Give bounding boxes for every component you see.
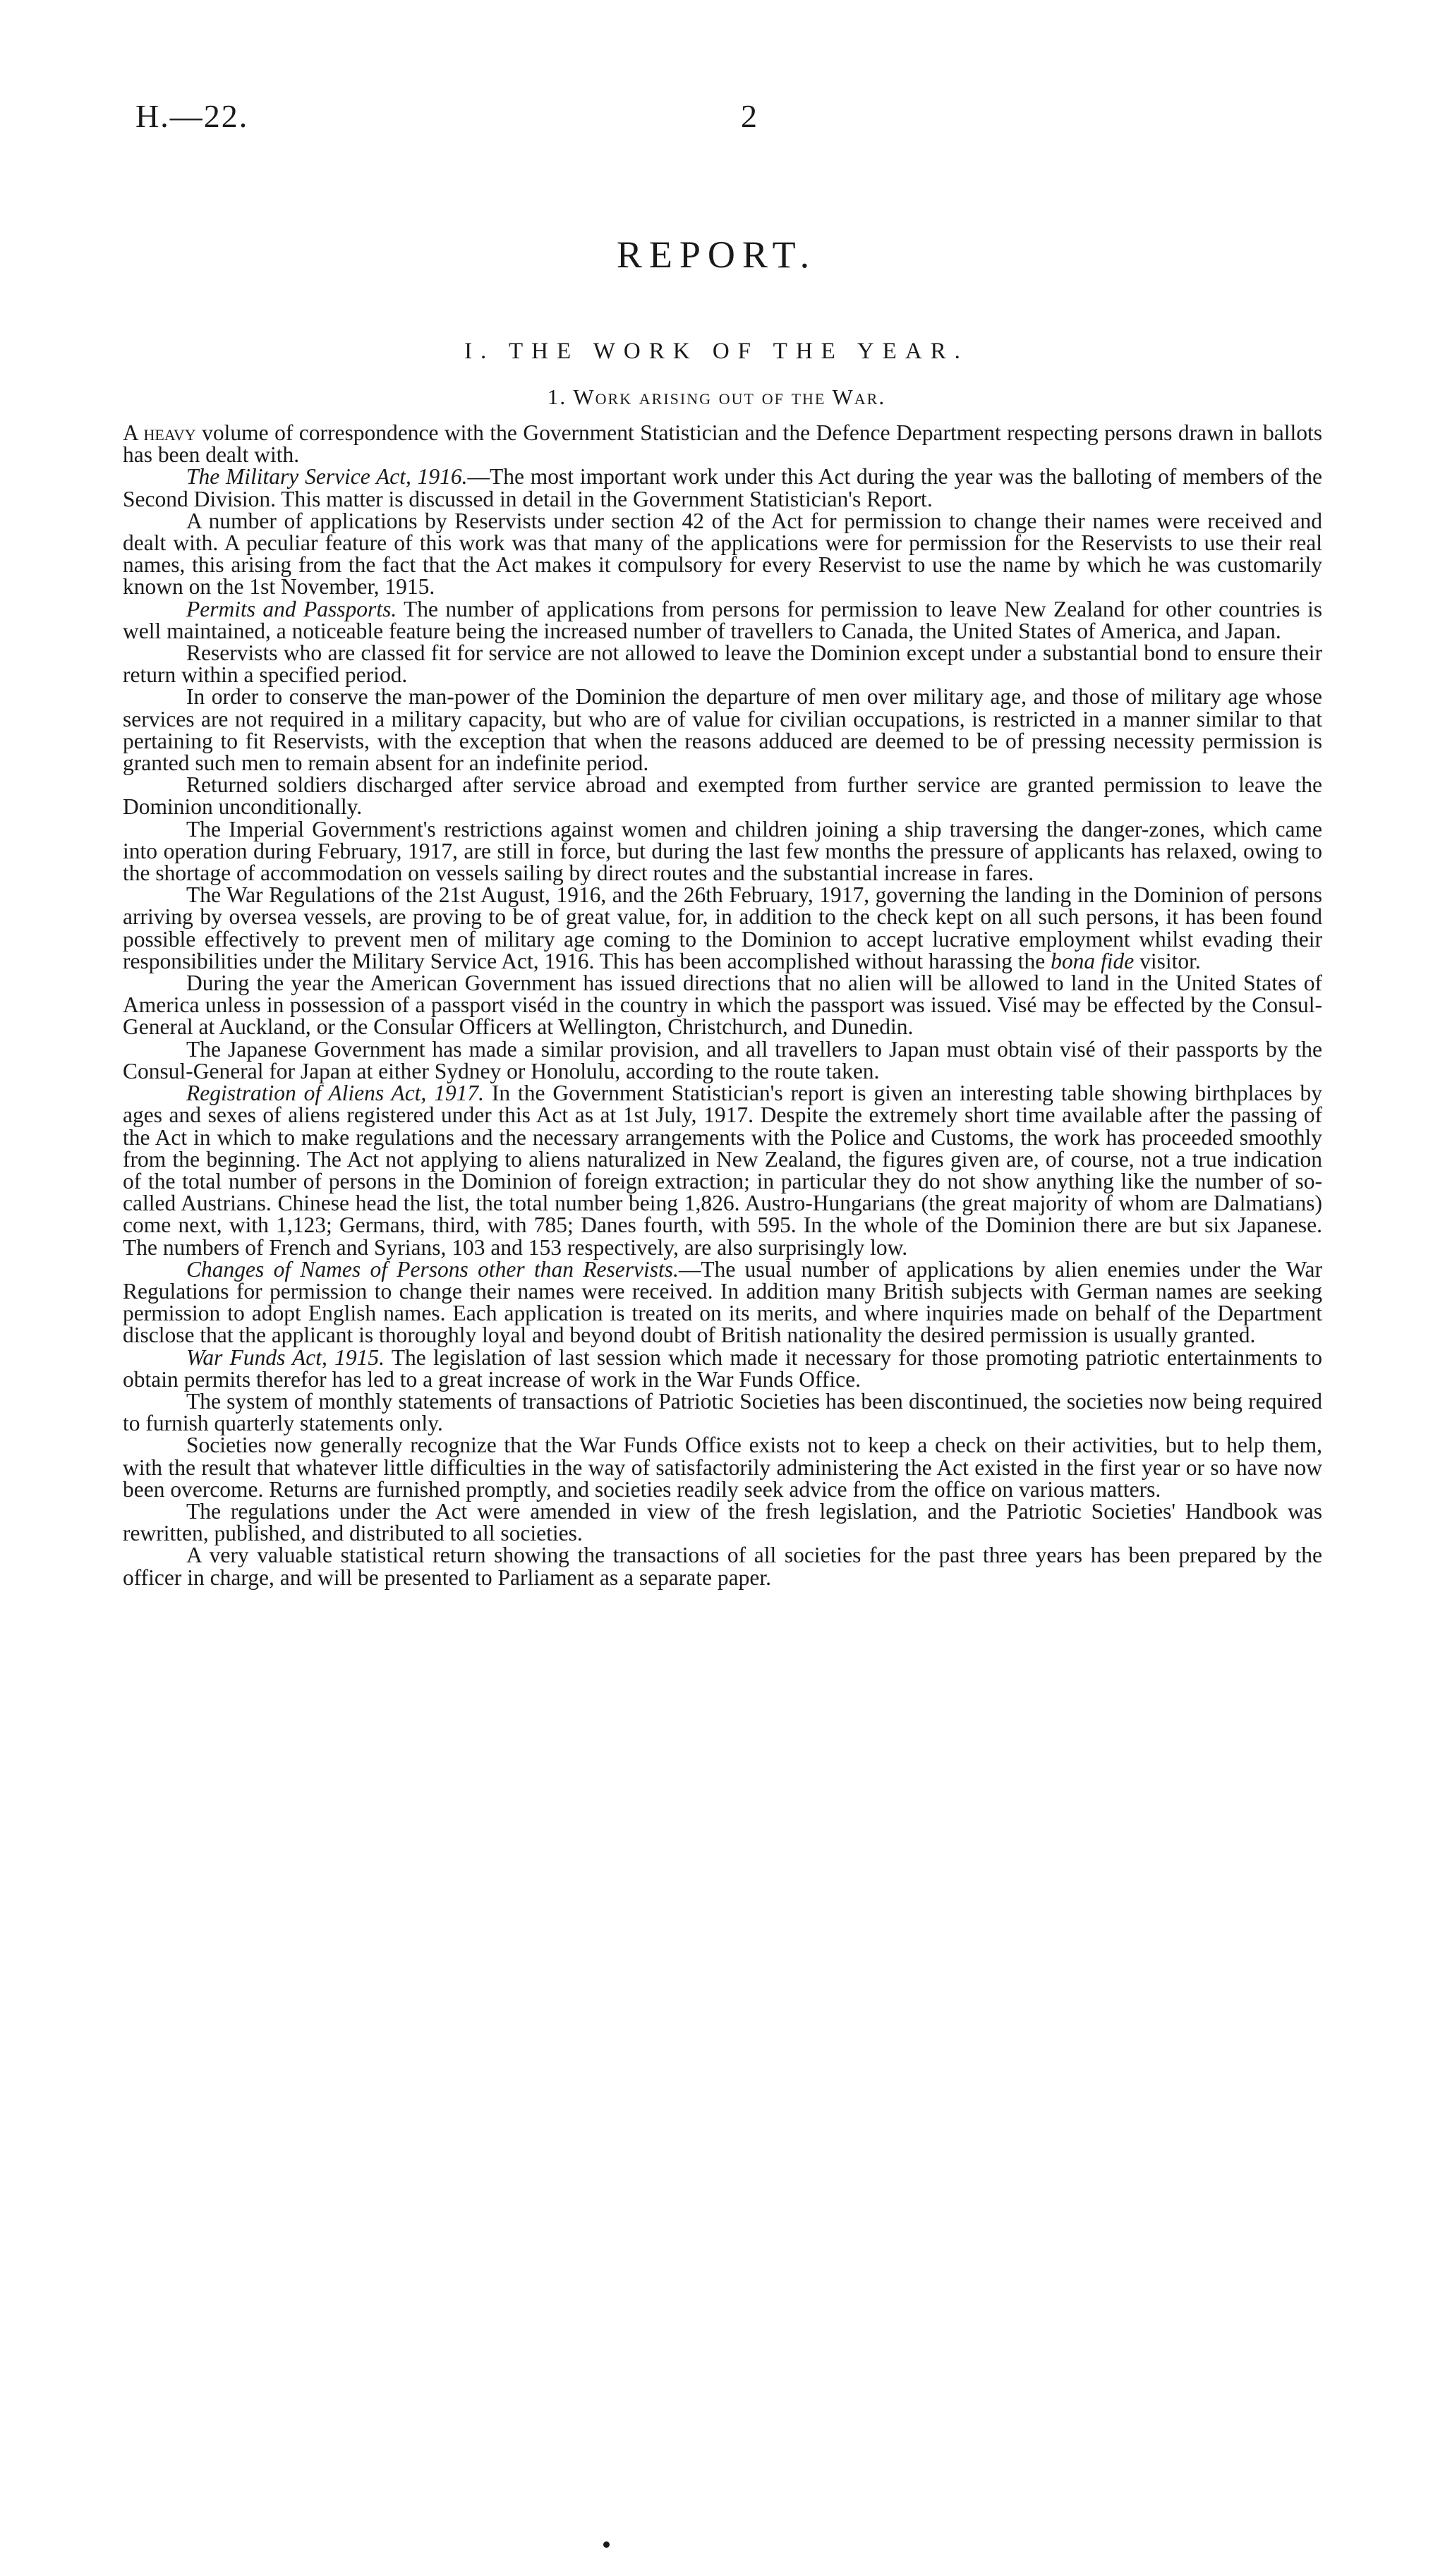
section-heading: I. THE WORK OF THE YEAR. [464,339,969,364]
paragraph: Returned soldiers discharged after service abroad and exempted from further service are granted permission to leave the Dominion unconditionally. [123,772,1322,820]
paragraph: The system of monthly statements of transactions of Patriotic Societies has been discontinued, the societies now being required to furnish quarterly statements only. [123,1388,1322,1436]
paragraph: A very valuable statistical return showing the transactions of all societies for the past three years has been prepared by the officer in charge, and will be presented to Parliament as a separate paper. [123,1543,1322,1590]
subsection-heading: 1. Work arising out of the War. [547,384,886,409]
report-title: REPORT. [616,233,817,276]
paragraph: Changes of Names of Persons other than Reservists.—The usual number of applications by alien enemies under the War Regulations for permission to change their names were received. In addition many British subjects with German names are seeking permission to adopt English names. Each application is treated on its merits, and where inquiries made on behalf of the Department disclose that the applicant is thoroughly loyal and beyond doubt of British nationality the desired permission is usually granted. [123,1256,1323,1348]
paragraph: In order to conserve the man-power of the Dominion the departure of men over military age, and those of military age whose services are not required in a military capacity, but who are of value for civilian occupations, is restricted in a manner similar to that pertaining to fit Reservists, with the exception that when the reasons adduced are deemed to be of pressing necessity permission is granted such men to remain absent for an indefinite period. [123,684,1322,776]
report-reference: H.—22. [135,98,249,134]
paragraph: Societies now generally recognize that the War Funds Office exists not to keep a check on their activities, but to help them, with the result that whatever little difficulties in the way of satisfactorily administering the Act existed in the first year or so have now been overcome. Returns are furnished promptly, and societies readily seek advice from the office on various matters. [123,1433,1322,1502]
paragraph-lead: A heavy [123,420,196,445]
paragraph: War Funds Act, 1915. The legislation of last session which made it necessary for those promoting patriotic entertainments to obtain permits therefor has led to a great increase of work in the War Funds Office. [123,1344,1322,1392]
paragraph: During the year the American Government has issued directions that no alien will be allowed to land in the United States of America unless in possession of a passport viséd in the country in which the passport was issued. Visé may be effected by the Consul-General at Auckland, or the Consular Officers at Wellington, Christchurch, and Dunedin. [123,971,1322,1040]
footer-mark [603,2541,610,2548]
paragraph: The War Regulations of the 21st August, 1916, and the 26th February, 1917, governing the landing in the Dominion of persons arriving by oversea vessels, are proving to be of great value, for, in addition to the check kept on all such persons, it has been found possible effectively to prevent men of military age coming to the Dominion to accept lucrative employment whilst evading their responsibilities under the Military Service Act, 1916. This has been accomplished without harassing the bona fide visitor. [123,882,1322,973]
paragraph: Permits and Passports. The number of applications from persons for permission to leave New Zealand for other countries is well maintained, a noticeable feature being the increased number of travellers to Canada, the United States of America, and Japan. [123,596,1322,643]
paragraph-heading: Permits and Passports. [186,596,397,621]
paragraph: The Military Service Act, 1916.—The most important work under this Act during the year was the balloting of members of the Second Division. This matter is discussed in detail in the Government Statistician's Report. [123,464,1322,511]
paragraph: A heavy volume of correspondence with the Government Statistician and the Defence Department respecting persons drawn in ballots has been dealt with. [123,420,1322,468]
paragraph: A number of applications by Reservists under section 42 of the Act for permission to change their names were received and dealt with. A peculiar feature of this work was that many of the applications were for permission for the Reservists to use their real names, this arising from the fact that the Act makes it compulsory for every Reservist to use the name by which he was customarily known on the 1st November, 1915. [123,508,1322,600]
report-body [123,422,1322,1588]
paragraph: Registration of Aliens Act, 1917. In the Government Statistician's report is given an interesting table showing birthplaces by ages and sexes of aliens registered under this Act as at 1st July, 1917. Despite the extremely short time available after the passing of the Act in which to make regulations and the necessary arrangements with the Police and Customs, the work has proceeded smoothly from the beginning. The Act not applying to aliens naturalized in New Zealand, the figures given are, of course, not a true indication of the total number of persons in the Dominion of foreign extraction; in particular they do not show anything like the number of so-called Austrians. Chinese head the list, the total number being 1,826. Austro-Hungarians (the great majority of whom are Dalmatians) come next, with 1,123; Germans, third, with 785; Danes fourth, with 595. In the whole of the Dominion there are but six Japanese. The numbers of French and Syrians, 103 and 153 respectively, are also surprisingly low. [123,1081,1322,1260]
paragraph: Reservists who are classed fit for service are not allowed to leave the Dominion except under a substantial bond to ensure their return within a specified period. [123,640,1322,688]
page-number: 2 [741,98,757,134]
paragraph-heading: Registration of Aliens Act, 1917. [186,1081,485,1106]
paragraph-heading: The Military Service Act, 1916. [186,464,468,490]
paragraph: The regulations under the Act were amended in view of the fresh legislation, and the Patriotic Societies' Handbook was rewritten, published, and distributed to all societies. [123,1498,1322,1546]
paragraph-heading: War Funds Act, 1915. [186,1344,385,1370]
paragraph-heading: Changes of Names of Persons other than Reservists. [186,1256,679,1282]
paragraph: The Japanese Government has made a similar provision, and all travellers to Japan must obtain visé of their passports by the Consul-General for Japan at either Sydney or Honolulu, according to the route taken. [123,1036,1322,1083]
paragraph: The Imperial Government's restrictions against women and children joining a ship traversing the danger-zones, which came into operation during February, 1917, are still in force, but during the last few months the pressure of applicants has relaxed, owing to the shortage of accommodation on vessels sailing by direct routes and the substantial increase in fares. [123,816,1322,886]
